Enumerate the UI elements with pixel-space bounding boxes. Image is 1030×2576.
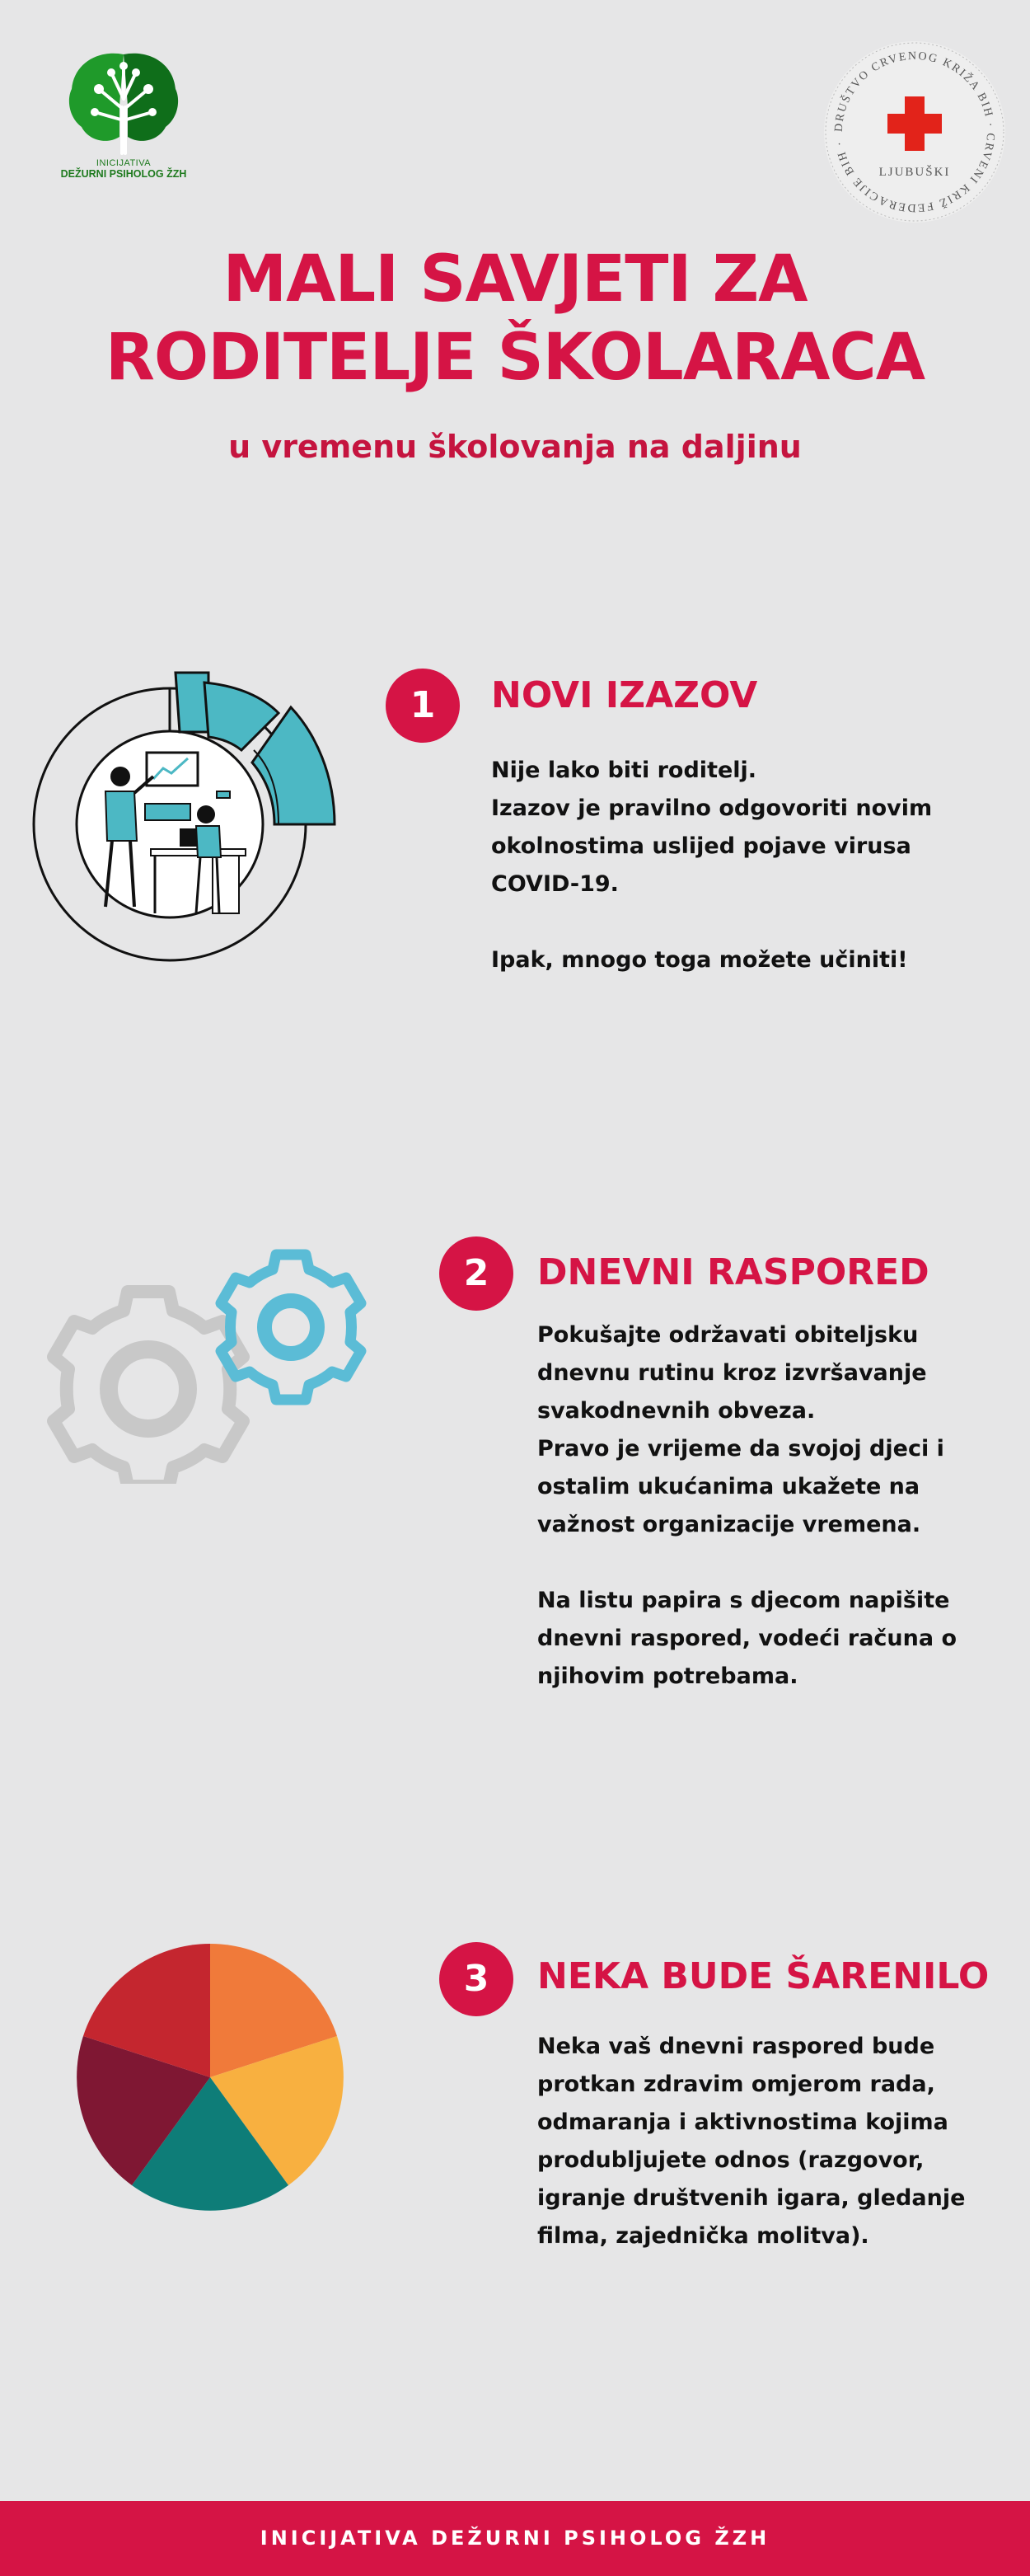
- text-line: odmaranja i aktivnostima kojima: [537, 2109, 948, 2135]
- section-title-2: DNEVNI RASPORED: [537, 1251, 929, 1293]
- red-cross-seal-icon: [820, 37, 1009, 227]
- teamwork-chart-illustration-icon: [31, 668, 353, 973]
- gears-icon: [45, 1236, 391, 1484]
- text-line: Neka vaš dnevni raspored bude: [537, 2034, 935, 2059]
- text-line: dnevni raspored, vodeći računa o: [537, 1626, 957, 1651]
- text-line: važnost organizacije vremena.: [537, 1512, 921, 1537]
- text-line: protkan zdravim omjerom rada,: [537, 2072, 935, 2097]
- text-line: Ipak, mnogo toga možete učiniti!: [491, 947, 908, 973]
- title-line-1: MALI SAVJETI ZA: [222, 242, 808, 317]
- footer-bar: [0, 2501, 1030, 2576]
- pie-icon: [74, 1941, 346, 2213]
- section-body-2: [537, 1316, 999, 1696]
- text-line: Na listu papira s djecom napišite: [537, 1588, 950, 1613]
- text-line: igranje društvenih igara, gledanje: [537, 2185, 966, 2211]
- text-line: produbljujete odnos (razgovor,: [537, 2147, 925, 2173]
- text-line: dnevnu rutinu kroz izvršavanje: [537, 1360, 927, 1386]
- page-subtitle: u vremenu školovanja na daljinu: [228, 429, 802, 465]
- footer-text: INICIJATIVA DEŽURNI PSIHOLOG ŽZH: [260, 2527, 770, 2550]
- logo-dezurni-psiholog: [49, 48, 198, 213]
- text-line: Izazov je pravilno odgovoriti novim: [491, 795, 933, 821]
- text-line: okolnostima uslijed pojave virusa: [491, 833, 911, 859]
- section-body-3: [537, 2028, 999, 2255]
- title-line-2: RODITELJE ŠKOLARACA: [105, 321, 925, 395]
- text-line: Pokušajte održavati obiteljsku: [537, 1322, 919, 1348]
- section-title-1: NOVI IZAZOV: [491, 674, 758, 716]
- page-title: [0, 241, 1030, 397]
- section-body-1: [491, 752, 953, 979]
- seal-ring-text: DRUŠTVO CRVENOG KRIŽA BIH · CRVENI KRIŽ FEDERACIJE BIH ·: [832, 49, 997, 214]
- logo-crveni-kriz: [820, 37, 1009, 227]
- section-number-2: 2: [439, 1236, 513, 1311]
- text-line: Nije lako biti roditelj.: [491, 758, 757, 783]
- tree-brain-icon: [62, 48, 185, 155]
- section-number-3: 3: [439, 1942, 513, 2016]
- logo-caption-line2: DEŽURNI PSIHOLOG ŽZH: [60, 168, 187, 180]
- text-line: COVID-19.: [491, 871, 619, 897]
- text-line: filma, zajednička molitva).: [537, 2223, 869, 2249]
- text-line: svakodnevnih obveza.: [537, 1398, 816, 1424]
- logo-caption-line1: INICIJATIVA: [96, 158, 152, 168]
- text-line: njihovim potrebama.: [537, 1663, 798, 1689]
- section-number-1: 1: [386, 669, 460, 743]
- section-title-3: NEKA BUDE ŠARENILO: [537, 1955, 990, 1997]
- seal-center-text: LJUBUŠKI: [878, 166, 951, 179]
- text-line: Pravo je vrijeme da svojoj djeci i: [537, 1436, 944, 1462]
- text-line: ostalim ukućanima ukažete na: [537, 1474, 920, 1499]
